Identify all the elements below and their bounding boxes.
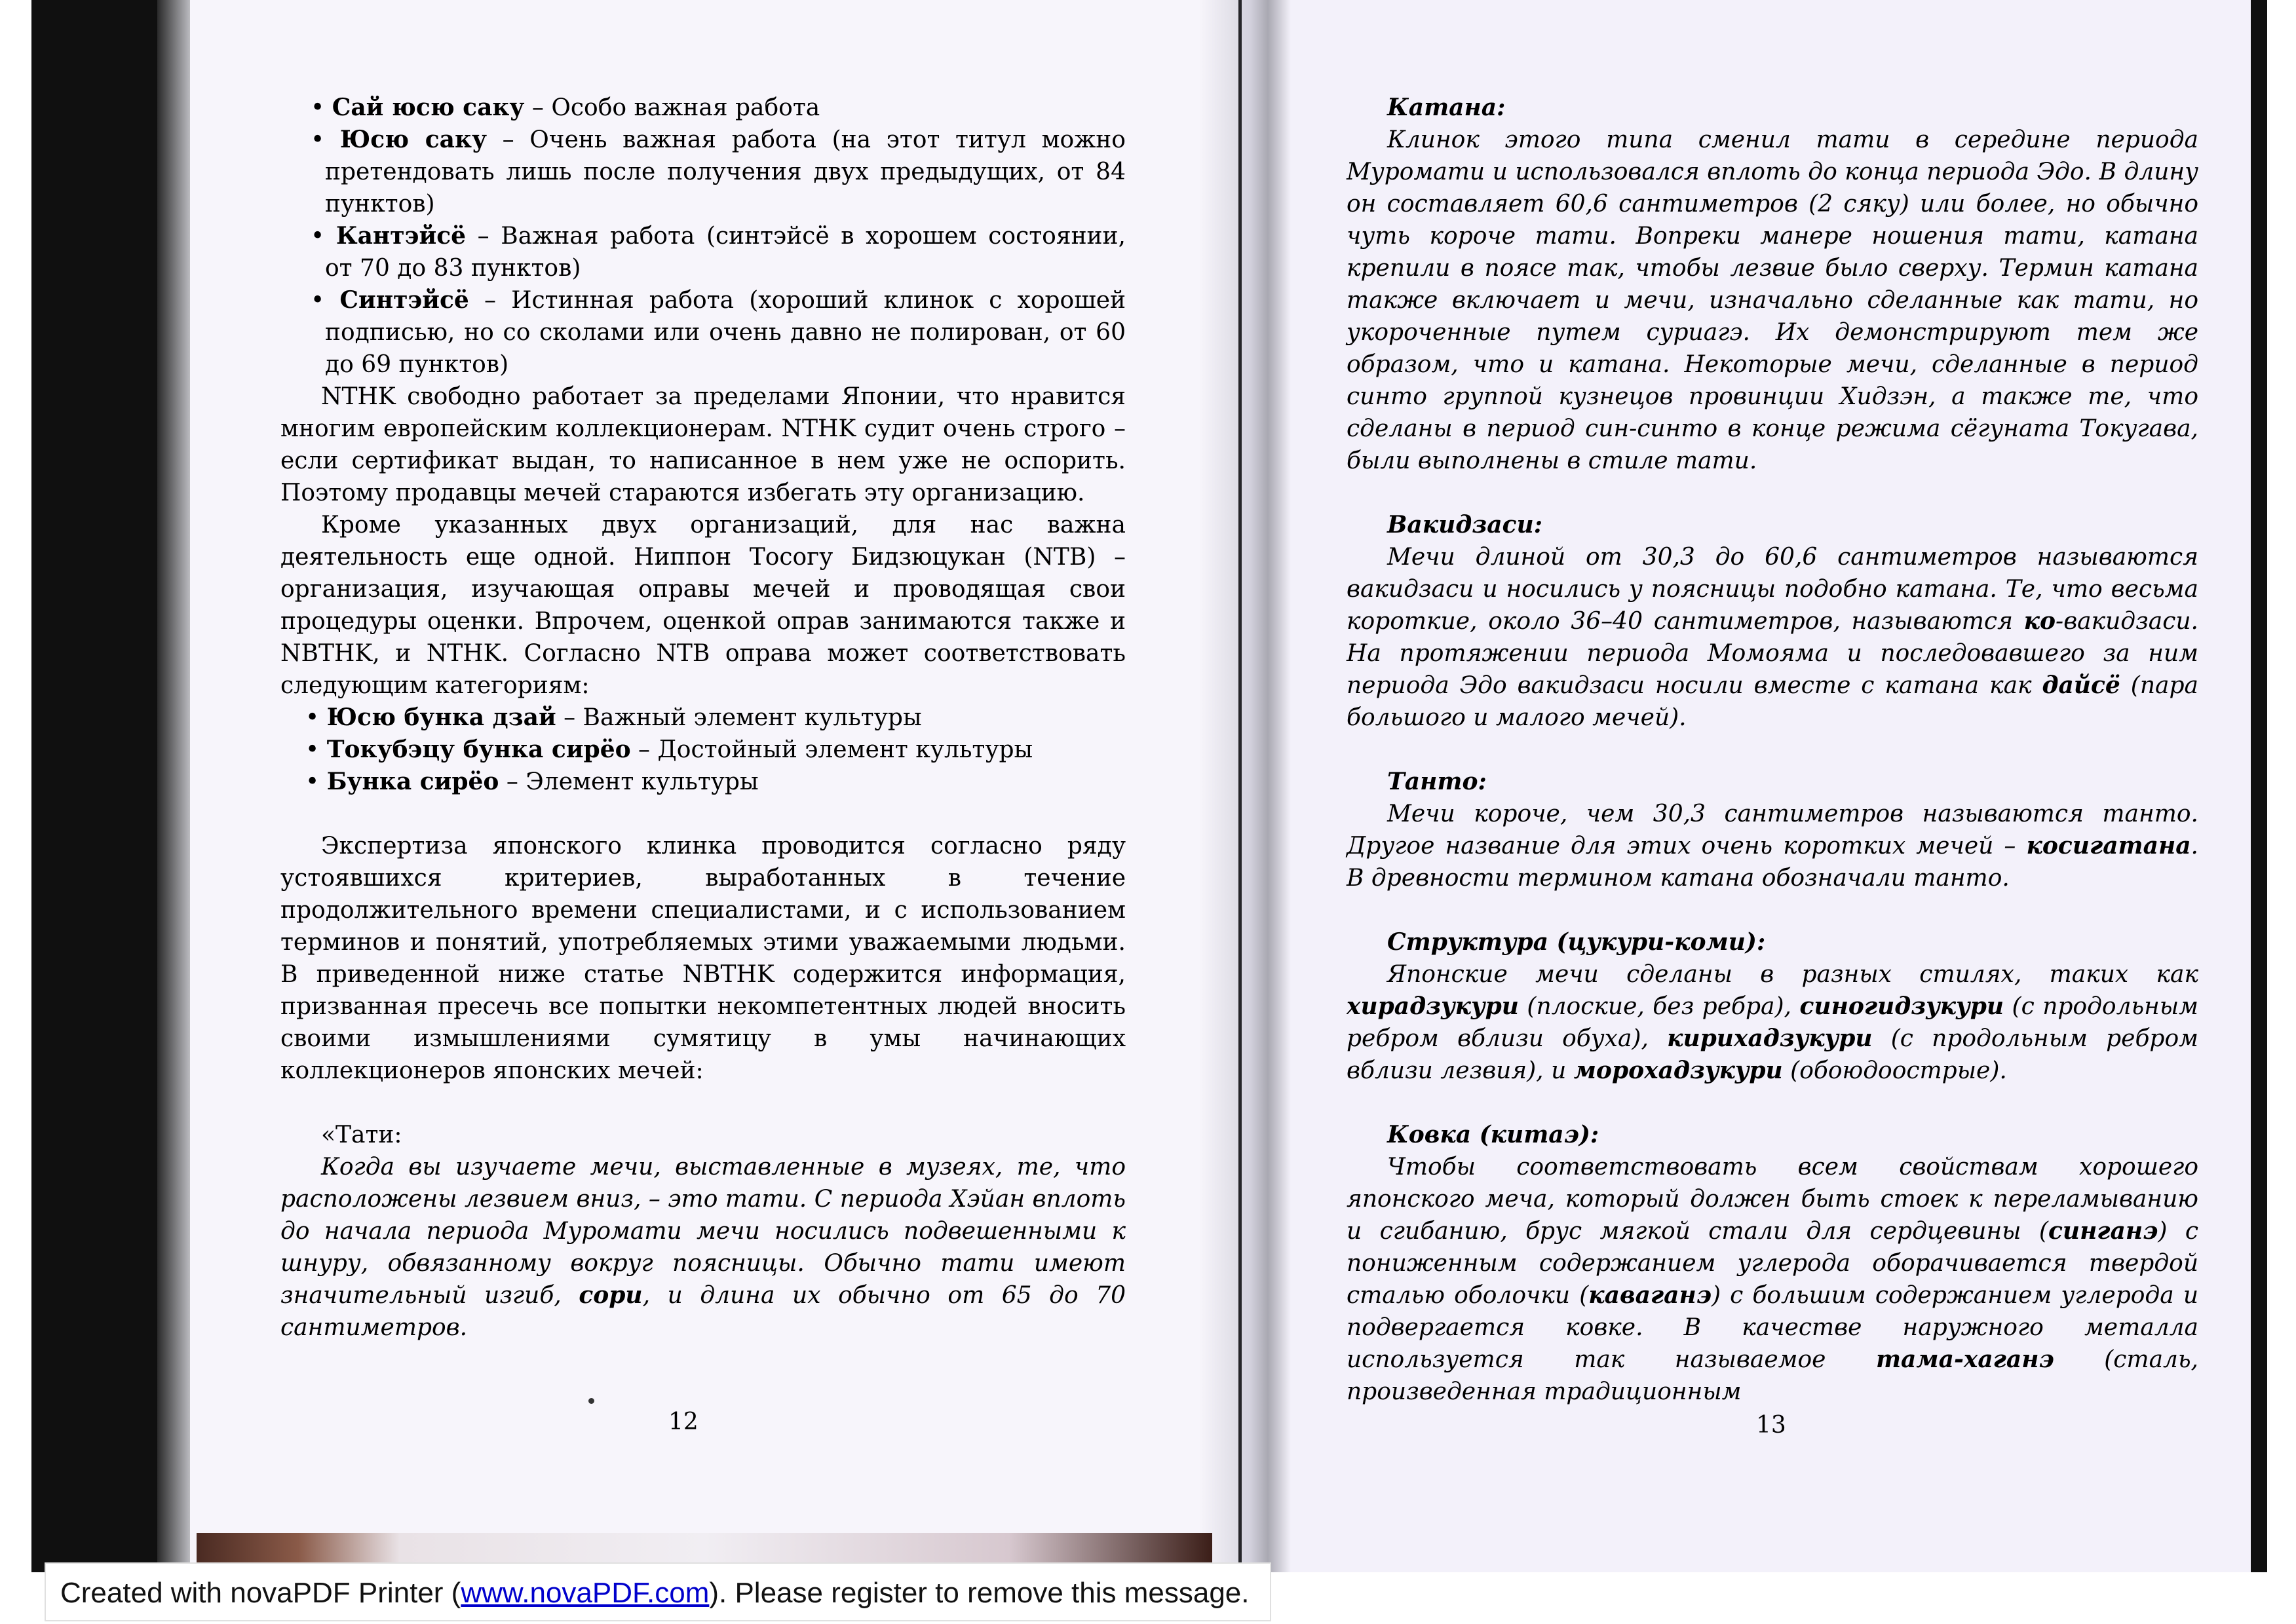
- term: синогидзукури: [1799, 992, 2004, 1020]
- text: (с продольным ребром вблизи обуха),: [1347, 993, 2198, 1052]
- definition: – Важный элемент культуры: [556, 704, 922, 731]
- text: (с продольным ребром вблизи лезвия), и: [1347, 1025, 2198, 1084]
- term: косигатана: [2026, 832, 2191, 859]
- ranking-item: • Синтэйсё – Истинная работа (хороший клинок с хорошей подписью, но со сколами или очень давно не полирован, от 60 до 69 пунктов): [311, 286, 1126, 378]
- definition: – Важная работа (синтэйсё в хорошем состоянии, от 70 до 83 пунктов): [325, 223, 1126, 282]
- spacer: [1347, 734, 2198, 766]
- text: (плоские, без ребра),: [1518, 993, 1800, 1020]
- paragraph: [1347, 1151, 2198, 1408]
- text: Чтобы соответствовать всем свойствам хорошего японского меча, который должен быть стоек к переламыванию и сгибанию, брус мягкой стали для сердцевины (: [1347, 1154, 2198, 1245]
- spacer: [1347, 894, 2198, 926]
- term: кирихадзукури: [1667, 1025, 1873, 1052]
- paragraph: Клинок этого типа сменил тати в середине периода Муромати и использовался вплоть до конца периода Эдо. В длину он составляет 60,6 сантиметров (2 сяку) или более, но обычно чуть короче тати. Вопреки манере ношения тати, катана крепили в поясе так, чтобы лезвие было сверху. Термин катана также включает и мечи, изначально сделанные как тати, но укороченные путем суриагэ. Их демонстрируют тем же образом, что и катана. Некоторые мечи, сделанные в период синто группой кузнецов провинции Хидзэн, а также те, что сделаны в период син-синто в конце режима сёгуната Токугава, были выполнены в стиле тати.: [1347, 126, 2198, 474]
- paragraph: Кроме указанных двух организаций, для нас важна деятельность еще одной. Ниппон Тосогу Бидзюцукан (NTB) – организация, изучающая оправы мечей и проводящая свои процедуры оценки. Впрочем, оценкой оправ занимаются также и NBTHK, и NTHK. Согласно NTB оправа может соответствовать следующим категориям:: [280, 512, 1126, 699]
- section-heading: Ковка (китаэ):: [1387, 1121, 1599, 1148]
- term: Юсю бунка дзай: [326, 704, 556, 731]
- text: (обоюдоострые).: [1782, 1057, 2007, 1084]
- term: Сай юсю саку: [332, 94, 525, 121]
- section-heading: «Тати:: [321, 1122, 402, 1148]
- text: ) с большим содержанием углерода и подвергается ковке. В качестве наружного металла используется так называемое: [1347, 1282, 2199, 1373]
- page-number: 12: [668, 1408, 698, 1435]
- definition: – Достойный элемент культуры: [630, 736, 1033, 763]
- paragraph: [1347, 541, 2198, 734]
- term: синганэ: [2048, 1217, 2158, 1245]
- text: Когда вы изучаете мечи, выставленные в музеях, те, что расположены лезвием вниз, – это тати. С периода Хэйан вплоть до начала периода Муромати мечи носились подвешенными к шнуру, обвязанному вокруг поясницы. Обычно тати имеют значительный изгиб,: [280, 1154, 1126, 1309]
- term: Токубэцу бунка сирёо: [326, 736, 631, 763]
- term: ко: [2023, 607, 2056, 635]
- text: -вакидзаси. На протяжении периода Момояма и последовавшего за ним периода Эдо вакидзаси носили вместе с катана как: [1347, 608, 2198, 699]
- text: (сталь, произведенная традиционным: [1347, 1346, 2198, 1405]
- term: дайсё: [2042, 671, 2120, 699]
- term: Кантэйсё: [335, 222, 467, 250]
- text: (пара большого и малого мечей).: [1347, 672, 2198, 731]
- text: , и длина их обычно от 65 до 70 сантиметров.: [280, 1282, 1126, 1341]
- term: Бунка сирёо: [326, 768, 499, 795]
- category-item: • Бунка сирёо – Элемент культуры: [305, 768, 759, 795]
- spacer: [280, 1087, 1126, 1119]
- text: Мечи короче, чем 30,3 сантиметров называются танто. Другое название для этих очень коротких мечей –: [1347, 801, 2198, 859]
- novapdf-link[interactable]: www.novaPDF.com: [461, 1577, 710, 1609]
- page-number: 13: [1756, 1412, 1786, 1439]
- left-margin: [0, 0, 31, 1624]
- term: хирадзукури: [1347, 992, 1519, 1020]
- spacer: [1347, 1087, 2198, 1119]
- definition: – Истинная работа (хороший клинок с хорошей подписью, но со сколами или очень давно не полирован, от 60 до 69 пунктов): [325, 287, 1126, 378]
- section-heading: Вакидзаси:: [1387, 511, 1543, 538]
- term: каваганэ: [1588, 1281, 1712, 1309]
- paragraph: NTHK свободно работает за пределами Японии, что нравится многим европейским коллекционерам. NTHK судит очень строго – если сертификат выдан, то написанное в нем уже не оспорить. Поэтому продавцы мечей стараются избегать эту организацию.: [280, 383, 1126, 506]
- text: Мечи длиной от 30,3 до 60,6 сантиметров называются вакидзаси и носились у поясницы подобно катана. Те, что весьма короткие, около 36–40 сантиметров, называются: [1347, 544, 2198, 635]
- ink-spot: [588, 1398, 594, 1404]
- right-page-text: [1347, 92, 2198, 1408]
- ranking-item: • Кантэйсё – Важная работа (синтэйсё в хорошем состоянии, от 70 до 83 пунктов): [311, 222, 1126, 282]
- watermark-text: ). Please register to remove this message.: [709, 1577, 1250, 1609]
- category-item: • Токубэцу бунка сирёо – Достойный элемент культуры: [305, 736, 1033, 763]
- term: сори: [579, 1281, 643, 1309]
- paragraph: Экспертиза японского клинка проводится согласно ряду устоявшихся критериев, выработанных в течение продолжительного времени специалистами, и с использованием терминов и понятий, употребляемых этими уважаемыми людьми. В приведенной ниже статье NBTHK содержится информация, призванная пресечь все попытки некомпетентных людей вносить своими измышлениями сумятицу в умы начинающих коллекционеров японских мечей:: [280, 833, 1126, 1084]
- novapdf-watermark: [45, 1562, 1271, 1621]
- ranking-item: • Юсю саку – Очень важная работа (на этот титул можно претендовать лишь после получения двух предыдущих, от 84 пунктов): [311, 126, 1126, 217]
- section-heading: Структура (цукури-коми):: [1387, 928, 1766, 956]
- section-heading: Танто:: [1387, 768, 1487, 795]
- section-heading: Катана:: [1387, 94, 1506, 121]
- text: . В древности термином катана обозначали танто.: [1347, 833, 2198, 892]
- term: морохадзукури: [1573, 1057, 1783, 1084]
- term: тама-хаганэ: [1875, 1346, 2054, 1373]
- term: Синтэйсё: [339, 286, 469, 314]
- definition: – Элемент культуры: [499, 768, 759, 795]
- term: Юсю саку: [339, 126, 488, 153]
- paragraph: [1347, 798, 2198, 894]
- watermark-text: Created with novaPDF Printer (: [60, 1577, 461, 1609]
- paragraph: [280, 1151, 1126, 1344]
- text: Японские мечи сделаны в разных стилях, таких как: [1387, 961, 2198, 988]
- definition: – Особо важная работа: [524, 94, 820, 121]
- spacer: [1347, 477, 2198, 509]
- category-item: • Юсю бунка дзай – Важный элемент культуры: [305, 704, 922, 731]
- right-margin: [2267, 0, 2296, 1624]
- book-gutter: [1199, 0, 1291, 1572]
- definition: – Очень важная работа (на этот титул можно претендовать лишь после получения двух предыдущих, от 84 пунктов): [325, 126, 1126, 217]
- left-page-text: [280, 92, 1126, 1344]
- text: ) с пониженным содержанием углерода оборачивается твердой сталью оболочки (: [1347, 1218, 2199, 1309]
- paragraph: [1347, 958, 2198, 1087]
- spacer: [280, 798, 1126, 830]
- ranking-item: • Сай юсю саку – Особо важная работа: [311, 94, 820, 121]
